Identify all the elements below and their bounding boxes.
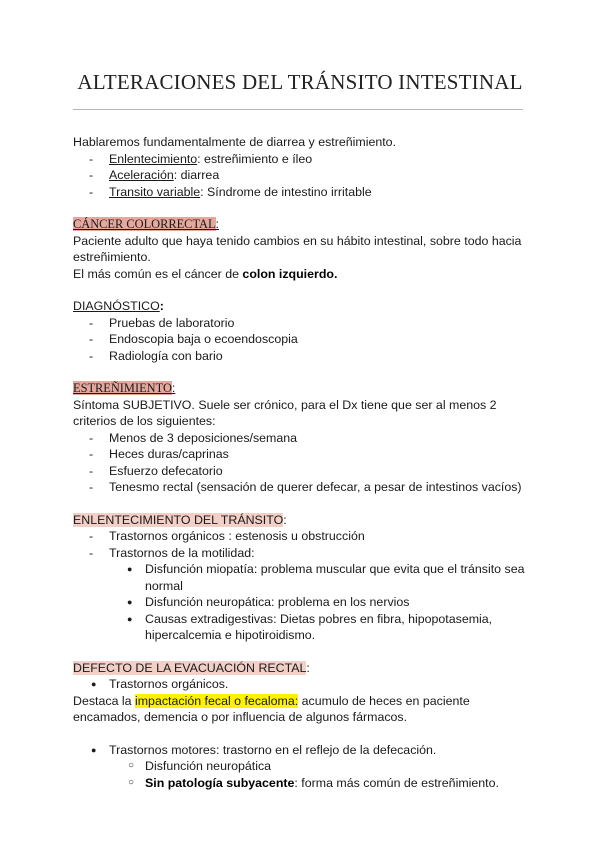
text-rest: : forma más común de estreñimiento. (294, 775, 499, 790)
heading-colon: : (306, 660, 310, 675)
text-prefix: El más común es el cáncer de (73, 266, 243, 281)
section-heading-diagnostico (73, 298, 533, 315)
list-item: ● Causas extradigestivas: Dietas pobres en fibra, hipopotasemia, hipercalcemia e hipotiroidismo. (73, 611, 533, 644)
list-item (73, 167, 533, 184)
heading-colon: : (215, 217, 219, 231)
title-divider (73, 109, 523, 110)
cancer-text-2 (73, 266, 533, 283)
intro-text: Hablaremos fundamentalmente de diarrea y estreñimiento. (73, 135, 397, 149)
enlentecimiento-list (73, 528, 533, 561)
motores-list (73, 758, 533, 791)
list-item: - Tenesmo rectal (sensación de querer defecar, a pesar de intestinos vacíos) (73, 479, 533, 496)
term: Aceleración (109, 168, 174, 182)
text-suffix: acumulo de heces en paciente encamados, demencia o por influencia de algunos fármacos. (73, 693, 470, 724)
document-title: ALTERACIONES DEL TRÁNSITO INTESTINAL (77, 70, 523, 94)
list-item: - Radiología con bario (73, 348, 533, 365)
term: Enlentecimiento (109, 151, 198, 166)
list-item: - Heces duras/caprinas (73, 446, 533, 463)
heading-enlentecimiento: ENLENTECIMIENTO DEL TRÁNSITO (73, 512, 284, 527)
list-item: ● Disfunción neuropática: problema en los nervios (73, 594, 533, 611)
defecto-text (73, 693, 533, 726)
diagnostico-list (73, 315, 533, 365)
list-item: ● Disfunción miopatía: problema muscular que evita que el tránsito sea normal (73, 561, 533, 594)
heading-colon: : (159, 299, 164, 313)
term-desc: : Síndrome de intestino irritable (200, 184, 372, 199)
list-item: - Esfuerzo defecatorio (73, 463, 533, 480)
section-heading-defecto (73, 660, 533, 677)
defecto-list-2 (73, 742, 533, 759)
list-item: ○ Disfunción neuropática (73, 758, 533, 775)
section-heading-enlentecimiento (73, 512, 533, 529)
bold-text: colon izquierdo. (242, 266, 338, 281)
cancer-text: Paciente adulto que haya tenido cambios en su hábito intestinal, sobre todo hacia estreñimiento. (73, 233, 522, 264)
defecto-list (73, 676, 533, 693)
term-desc: : estreñimiento e íleo (197, 151, 313, 166)
list-item: - Pruebas de laboratorio (73, 315, 533, 332)
term-desc: : diarrea (173, 168, 220, 182)
list-item (73, 184, 533, 201)
intro-list (73, 151, 533, 201)
bold-text: Sin patología subyacente (145, 775, 295, 790)
motilidad-list (73, 561, 533, 644)
list-item: ● Trastornos motores: trastorno en el reflejo de la defecación. (73, 742, 533, 759)
section-heading-cancer (73, 216, 533, 233)
heading-colon: : (283, 512, 287, 527)
term: Transito variable (109, 184, 201, 199)
estrenimiento-text: Síntoma SUBJETIVO. Suele ser crónico, para el Dx tiene que ser al menos 2 criterios de los siguientes: (73, 397, 497, 428)
document-body (73, 134, 533, 791)
highlight-fecaloma: impactación fecal o fecaloma: (134, 693, 299, 708)
list-item: ● Trastornos orgánicos. (73, 676, 533, 693)
heading-cancer: CÁNCER COLORRECTAL (73, 217, 216, 231)
heading-estrenimiento: ESTREÑIMIENTO (73, 381, 172, 395)
text-prefix: Destaca la (73, 693, 135, 708)
estrenimiento-list (73, 430, 533, 496)
heading-colon: : (171, 381, 176, 395)
heading-diagnostico: DIAGNÓSTICO (73, 299, 160, 313)
heading-defecto: DEFECTO DE LA EVACUACIÓN RECTAL (73, 660, 307, 675)
list-item: - Endoscopia baja o ecoendoscopia (73, 331, 533, 348)
list-item (73, 775, 533, 792)
list-item: - Trastornos orgánicos : estenosis u obstrucción (73, 528, 533, 545)
list-item: - Menos de 3 deposiciones/semana (73, 430, 533, 447)
list-item: - Trastornos de la motilidad: (73, 545, 533, 562)
section-heading-estrenimiento (73, 380, 533, 397)
list-item (73, 151, 533, 168)
